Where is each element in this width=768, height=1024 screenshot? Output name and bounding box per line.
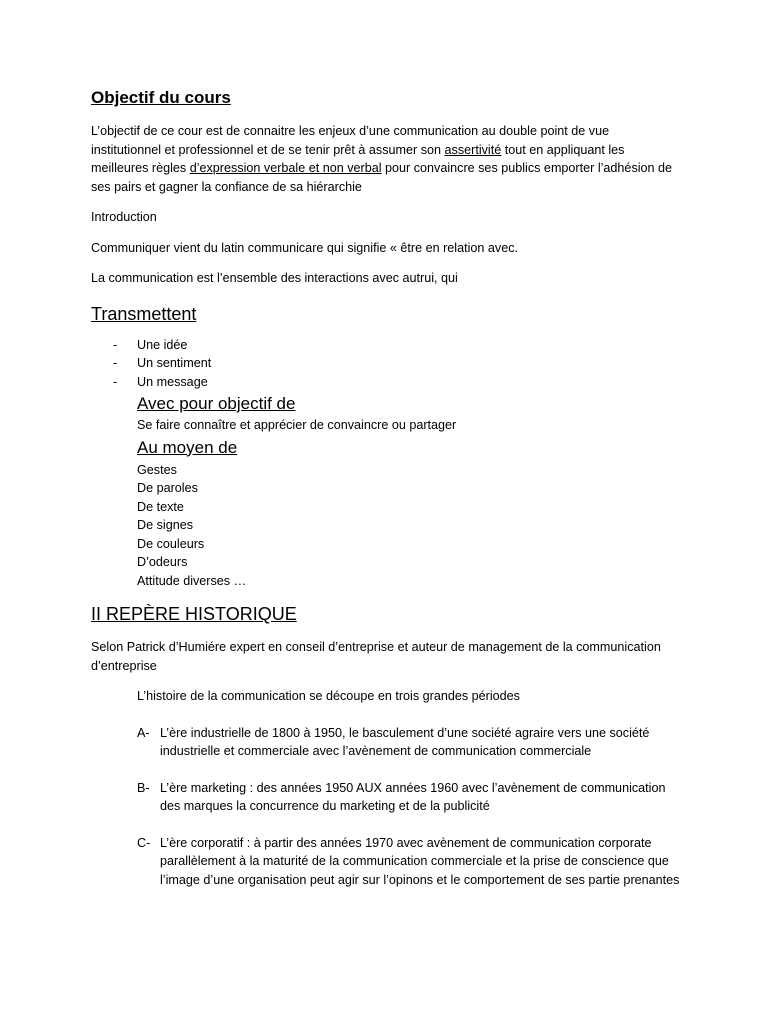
objectif-paragraph: L’objectif de ce cour est de connaitre les enjeux d’une communication au double point de vue institutionnel et professionnel et de se tenir prêt à assumer son assertivité tout en appliquant les meilleures règles d’expression verbale et non verbal pour convaincre ses publics emporter l’adhésion de ses pairs et gagner la confiance de sa hiérarchie [91, 124, 673, 194]
period-item: A- L’ère industrielle de 1800 à 1950, le basculement d’une société agraire vers une société industrielle et commerciale avec l’avènement de communication commerciale [137, 725, 650, 758]
list-item: Gestes [137, 462, 177, 477]
transmettent-heading: Transmettent [91, 303, 197, 324]
historique-lead: L’histoire de la communication se découpe en trois grandes périodes [137, 689, 520, 703]
objectif-de-heading: Avec pour objectif de [137, 394, 296, 413]
list-item: - Une idée [113, 337, 188, 352]
objectif-title: Objectif du cours [91, 88, 231, 107]
list-item: - Un message [113, 374, 208, 389]
periods-list [91, 724, 681, 890]
historique-intro: Selon Patrick d’Humiére expert en conseil d’entreprise et auteur de management de la communication d’entreprise [91, 640, 661, 673]
objectif-de-block [91, 393, 681, 590]
list-item: D’odeurs [137, 555, 188, 569]
transmettent-list [91, 336, 681, 392]
expression-term: d’expression verbale et non verbal [189, 161, 382, 175]
historique-heading: II REPÈRE HISTORIQUE [91, 604, 297, 624]
list-item: - Un sentiment [113, 356, 212, 370]
page-content [91, 86, 681, 889]
period-item: B- L’ère marketing : des années 1950 AUX années 1960 avec l’avènement de communication des marques la concurrence du marketing et de la publicité [137, 780, 666, 813]
list-item: De couleurs [137, 536, 205, 551]
period-item: C- L’ère corporatif : à partir des années 1970 avec avènement de communication corporate parallèlement à la maturité de la communication commerciale et la prise de conscience que l’image d’une organisation peut agir sur l’opinons et le comportement de ses partie prenantes [137, 835, 680, 887]
list-item: De signes [137, 518, 194, 532]
list-item: De texte [137, 499, 184, 514]
list-item: De paroles [137, 481, 198, 495]
introduction-paragraph-2: La communication est l’ensemble des interactions avec autrui, qui [91, 271, 458, 285]
assertivite-term: assertivité [444, 142, 502, 157]
introduction-label: Introduction [91, 210, 157, 224]
moyen-heading: Au moyen de [137, 437, 238, 457]
objectif-de-text: Se faire connaître et apprécier de convaincre ou partager [137, 418, 457, 432]
list-item: Attitude diverses … [137, 573, 247, 588]
introduction-paragraph-1: Communiquer vient du latin communicare qui signifie « être en relation avec. [91, 240, 519, 255]
